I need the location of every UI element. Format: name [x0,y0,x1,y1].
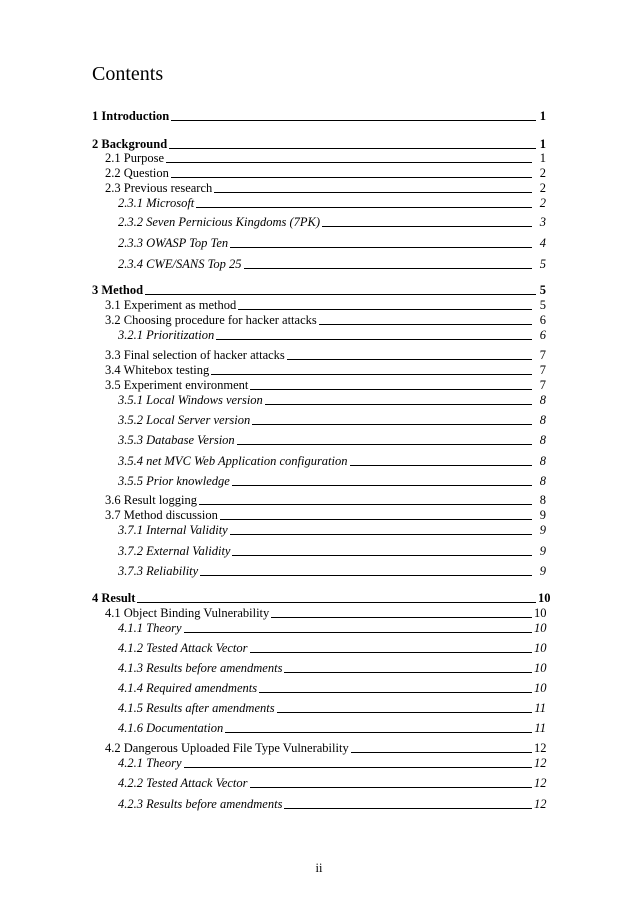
toc-entry[interactable] [118,474,546,488]
toc-entry-label: 3.5.1 Local Windows version [118,393,263,407]
toc-entry-page: 1 [539,151,546,165]
toc-entry[interactable] [118,196,546,210]
toc-leader-line [230,533,532,535]
toc-entry-label: 4.1.4 Required amendments [118,681,258,695]
page-number: ii [315,861,323,875]
toc-leader-line [287,358,532,360]
toc-entry[interactable] [105,348,546,362]
toc-entry[interactable] [105,181,546,195]
toc-entry-label: 3.2.1 Prioritization [118,328,215,342]
toc-entry[interactable] [118,776,546,790]
toc-entry[interactable] [118,523,546,537]
toc-entry[interactable] [105,508,546,522]
toc-entry-label: 3 Method [92,283,144,297]
toc-leader-line [277,711,532,713]
toc-leader-line [319,323,532,325]
toc-leader-line [225,731,532,733]
toc-entry-page: 5 [539,257,546,271]
toc-entry[interactable] [118,641,546,655]
toc-entry[interactable] [118,721,546,735]
toc-entry[interactable] [105,493,546,507]
toc-entry[interactable] [118,797,546,811]
toc-entry-page: 8 [539,413,546,427]
toc-leader-line [238,308,532,310]
toc-entry[interactable] [118,564,546,578]
toc-entry[interactable] [118,433,546,447]
toc-leader-line [169,147,536,149]
toc-entry[interactable] [118,257,546,271]
toc-entry-page: 11 [534,721,546,735]
toc-leader-line [171,119,536,121]
toc-entry[interactable] [105,298,546,312]
toc-entry[interactable] [118,661,546,675]
toc-entry-page: 8 [539,493,546,507]
toc-leader-line [232,554,532,556]
page-title: Contents [92,63,164,85]
toc-entry-label: 3.4 Whitebox testing [105,363,210,377]
toc-entry-label: 3.7.3 Reliability [118,564,199,578]
toc-leader-line [350,464,533,466]
toc-entry-label: 3.2 Choosing procedure for hacker attacks [105,313,317,327]
toc-leader-line [211,373,532,375]
toc-leader-line [220,518,532,520]
toc-entry-page: 4 [539,236,546,250]
toc-entry-label: 4.1 Object Binding Vulnerability [105,606,270,620]
toc-leader-line [196,206,532,208]
toc-entry[interactable] [118,236,546,250]
toc-entry-page: 7 [539,363,546,377]
toc-entry-label: 4.1.5 Results after amendments [118,701,275,715]
toc-entry-page: 11 [534,701,546,715]
toc-entry[interactable] [118,215,546,229]
toc-entry[interactable] [118,756,546,770]
toc-entry-label: 3.5.5 Prior knowledge [118,474,230,488]
toc-entry-page: 10 [534,681,547,695]
toc-entry[interactable] [92,109,546,123]
toc-entry-page: 8 [539,393,546,407]
toc-entry-page: 12 [534,797,547,811]
toc-entry-label: 2.3.2 Seven Pernicious Kingdoms (7PK) [118,215,321,229]
toc-leader-line [232,484,532,486]
toc-entry-label: 3.1 Experiment as method [105,298,237,312]
toc-entry-page: 10 [534,621,547,635]
toc-entry[interactable] [118,413,546,427]
toc-entry-page: 12 [534,776,547,790]
toc-entry-page: 8 [539,433,546,447]
toc-entry-page: 9 [539,508,546,522]
toc-entry[interactable] [118,328,546,342]
toc-entry[interactable] [105,606,546,620]
toc-entry[interactable] [118,393,546,407]
toc-leader-line [250,388,532,390]
toc-entry-page: 5 [539,298,546,312]
toc-entry-page: 2 [539,181,546,195]
toc-entry-page: 10 [534,641,547,655]
toc-entry[interactable] [105,166,546,180]
toc-entry-page: 5 [539,283,546,297]
toc-leader-line [271,616,532,618]
toc-entry-label: 3.7.2 External Validity [118,544,231,558]
toc-entry-label: 4.1.2 Tested Attack Vector [118,641,248,655]
toc-entry-label: 3.5.3 Database Version [118,433,235,447]
toc-entry-page: 10 [534,606,547,620]
toc-leader-line [250,651,533,653]
toc-entry-label: 2.2 Question [105,166,169,180]
toc-entry-label: 4.1.1 Theory [118,621,182,635]
toc-leader-line [284,807,532,809]
toc-entry-page: 12 [534,756,547,770]
toc-entry-label: 3.7.1 Internal Validity [118,523,228,537]
toc-leader-line [166,161,532,163]
toc-entry[interactable] [118,681,546,695]
toc-entry-label: 1 Introduction [92,109,170,123]
toc-entry-page: 10 [534,661,547,675]
toc-leader-line [216,338,532,340]
toc-leader-line [184,766,532,768]
toc-leader-line [265,403,532,405]
toc-entry-page: 9 [539,523,546,537]
toc-entry-label: 4.1.6 Documentation [118,721,224,735]
toc-entry[interactable] [105,378,546,392]
toc-entry-page: 2 [539,196,546,210]
toc-leader-line [237,443,532,445]
toc-entry[interactable] [92,137,546,151]
toc-entry-page: 1 [539,109,546,123]
toc-entry-label: 3.3 Final selection of hacker attacks [105,348,285,362]
toc-entry-page: 7 [539,348,546,362]
toc-entry-label: 3.5.4 net MVC Web Application configuration [118,454,348,468]
toc-leader-line [284,671,532,673]
toc-entry-page: 9 [539,544,546,558]
toc-leader-line [259,691,532,693]
toc-entry-label: 2.3.4 CWE/SANS Top 25 [118,257,242,271]
toc-entry-page: 6 [539,313,546,327]
toc-entry-page: 10 [538,591,551,605]
toc-leader-line [137,601,536,603]
toc-entry-label: 2.3.1 Microsoft [118,196,195,210]
toc-entry[interactable] [92,283,546,297]
toc-entry-label: 2.3 Previous research [105,181,213,195]
toc-entry-label: 4.2.3 Results before amendments [118,797,283,811]
toc-entry-label: 4 Result [92,591,136,605]
toc-entry-label: 4.2.2 Tested Attack Vector [118,776,248,790]
toc-entry-label: 4.2.1 Theory [118,756,182,770]
toc-leader-line [184,631,532,633]
toc-leader-line [244,267,532,269]
toc-entry-label: 2 Background [92,137,168,151]
toc-entry-label: 3.5 Experiment environment [105,378,249,392]
toc-entry-label: 3.6 Result logging [105,493,198,507]
toc-leader-line [171,176,532,178]
toc-entry[interactable] [118,621,546,635]
toc-leader-line [200,574,532,576]
toc-entry-label: 2.3.3 OWASP Top Ten [118,236,229,250]
toc-entry[interactable] [118,454,546,468]
toc-entry-label: 3.7 Method discussion [105,508,218,522]
toc-entry[interactable] [118,544,546,558]
toc-entry-page: 6 [539,328,546,342]
toc-entry[interactable] [105,313,546,327]
toc-entry[interactable] [105,741,546,755]
toc-entry-label: 4.1.3 Results before amendments [118,661,283,675]
toc-leader-line [322,225,532,227]
toc-entry-page: 8 [539,474,546,488]
toc-entry-page: 8 [539,454,546,468]
toc-entry-page: 7 [539,378,546,392]
toc-entry[interactable] [92,591,551,605]
toc-entry-page: 12 [534,741,547,755]
toc-entry-page: 3 [539,215,546,229]
toc-leader-line [145,293,536,295]
toc-leader-line [351,751,532,753]
toc-entry-label: 4.2 Dangerous Uploaded File Type Vulnerability [105,741,349,755]
toc-leader-line [230,246,532,248]
toc-entry-label: 2.1 Purpose [105,151,165,165]
toc-leader-line [199,503,532,505]
toc-entry-page: 1 [539,137,546,151]
toc-leader-line [250,786,533,788]
toc-entry-page: 9 [539,564,546,578]
toc-entry-page: 2 [539,166,546,180]
toc-entry[interactable] [105,151,546,165]
toc-leader-line [252,423,532,425]
toc-leader-line [214,191,532,193]
toc-entry-label: 3.5.2 Local Server version [118,413,251,427]
toc-entry[interactable] [105,363,546,377]
toc-entry[interactable] [118,701,546,715]
